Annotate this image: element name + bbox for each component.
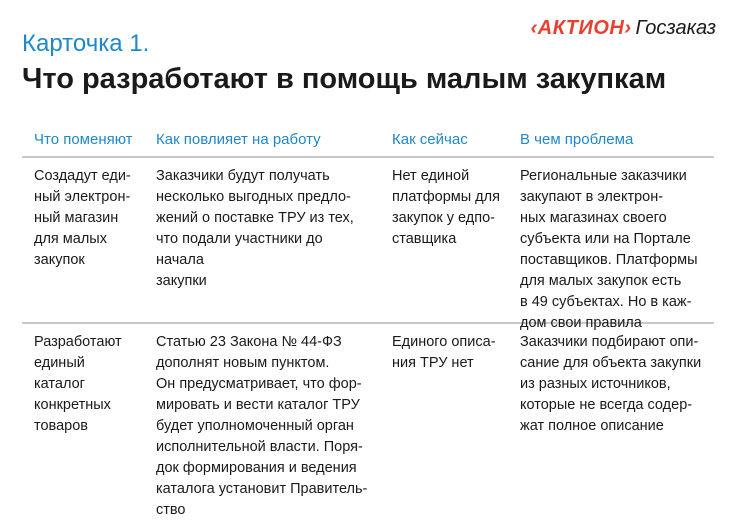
table-row	[22, 324, 714, 516]
aktion-goszakaz-logo	[531, 17, 716, 39]
table-cell: Нет единой платформы для закупок у едпо- ставщика	[392, 168, 500, 247]
table-cell: Заказчики будут получать несколько выгодных предло- жений о поставке ТРУ из тех, что подали участники до начала закупки	[156, 168, 354, 289]
comparison-table	[22, 124, 714, 516]
table-header-row	[22, 124, 714, 158]
card-label: Карточка 1.	[22, 30, 150, 57]
table-row	[22, 158, 714, 331]
header-current-state: Как сейчас	[392, 131, 468, 148]
logo-brand: ‹АКТИОН›	[530, 17, 632, 39]
logo-product: Госзаказ	[635, 17, 716, 39]
table-cell: Заказчики подбирают опи- сание для объекта закупки из разных источников, которые не всегда содер- жат полное описание	[520, 334, 702, 434]
table-cell: Статью 23 Закона № 44-ФЗ дополнят новым пунктом. Он предусматривает, что фор- мировать и вести каталог ТРУ будет уполномоченный орган исполнительной власти. Поря- док формирования и ведения каталога установит Правитель- ство	[156, 334, 368, 518]
header-problem: В чем проблема	[520, 131, 634, 148]
table-cell: Создадут еди- ный электрон- ный магазин для малых закупок	[34, 168, 131, 268]
card-title: Что разработают в помощь малым закупкам	[22, 63, 667, 95]
table-cell: Единого описа- ния ТРУ нет	[392, 334, 496, 371]
table-cell: Разработают единый каталог конкретных товаров	[34, 334, 122, 434]
header-what-changes: Что поменяют	[34, 131, 133, 148]
table-cell: Региональные заказчики закупают в электрон- ных магазинах своего субъекта или на Портале поставщиков. Платформы для малых закупок есть в 49 субъектах. Но в каж- дом свои правила	[520, 168, 698, 331]
header-impact: Как повлияет на работу	[156, 131, 321, 148]
